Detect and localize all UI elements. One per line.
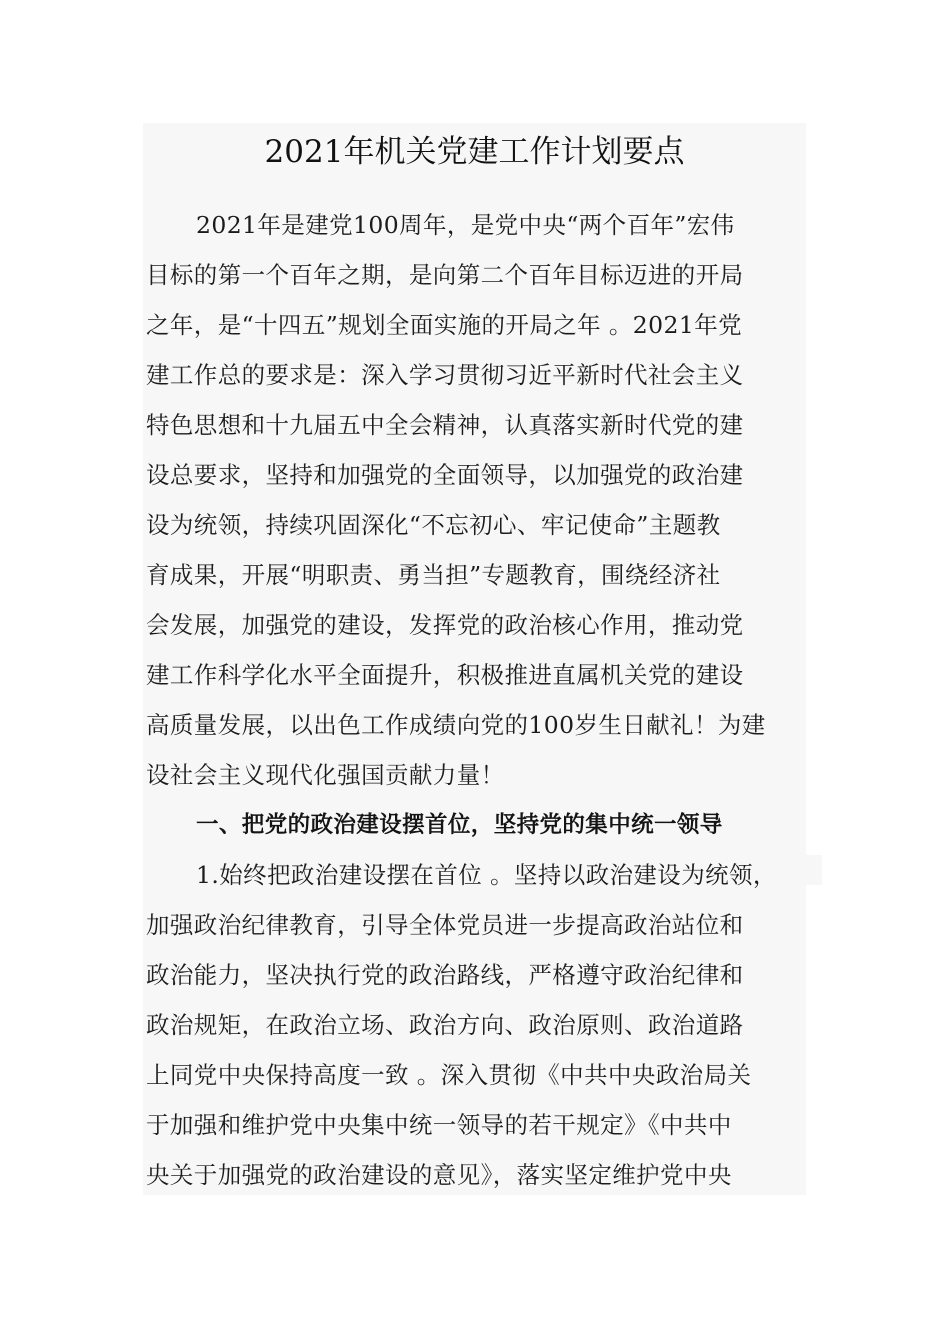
paragraph-line: 央关于加强党的政治建设的意见》，落实坚定维护党中央 xyxy=(146,1161,732,1189)
text-background-notch xyxy=(806,855,822,885)
paragraph-line: 特色思想和十九届五中全会精神，认真落实新时代党的建 xyxy=(146,411,744,439)
paragraph-line: 于加强和维护党中央集中统一领导的若干规定》《中共中 xyxy=(146,1111,732,1139)
paragraph-line: 育成果，开展“明职责、勇当担”专题教育，围绕经济社 xyxy=(146,561,721,589)
paragraph-line: 设为统领，持续巩固深化“不忘初心、牢记使命”主题教 xyxy=(146,511,721,539)
paragraph-line: 设总要求，坚持和加强党的全面领导，以加强党的政治建 xyxy=(146,461,744,489)
paragraph-line: 会发展，加强党的建设，发挥党的政治核心作用，推动党 xyxy=(146,611,744,639)
paragraph-line: 1.始终把政治建设摆在首位 。坚持以政治建设为统领， xyxy=(196,861,777,889)
paragraph-line: 建工作总的要求是：深入学习贯彻习近平新时代社会主义 xyxy=(146,361,744,389)
paragraph-line: 加强政治纪律教育，引导全体党员进一步提高政治站位和 xyxy=(146,911,744,939)
paragraph-line: 设社会主义现代化强国贡献力量！ xyxy=(146,761,505,789)
section-heading: 一、把党的政治建设摆首位，坚持党的集中统一领导 xyxy=(196,812,723,838)
paragraph-line: 上同党中央保持高度一致 。深入贯彻《中共中央政治局关 xyxy=(146,1061,752,1089)
paragraph-line: 高质量发展，以出色工作成绩向党的100岁生日献礼！为建 xyxy=(146,711,766,739)
paragraph-line: 2021年是建党100周年，是党中央“两个百年”宏伟 xyxy=(196,211,735,239)
paragraph-line: 政治规矩，在政治立场、政治方向、政治原则、政治道路 xyxy=(146,1011,744,1039)
paragraph-line: 之年，是“十四五”规划全面实施的开局之年 。2021年党 xyxy=(146,311,743,339)
paragraph-line: 政治能力，坚决执行党的政治路线，严格遵守政治纪律和 xyxy=(146,961,744,989)
paragraph-line: 目标的第一个百年之期，是向第二个百年目标迈进的开局 xyxy=(146,261,744,289)
document-title: 2021年机关党建工作计划要点 xyxy=(264,134,685,170)
paragraph-line: 建工作科学化水平全面提升，积极推进直属机关党的建设 xyxy=(146,661,744,689)
